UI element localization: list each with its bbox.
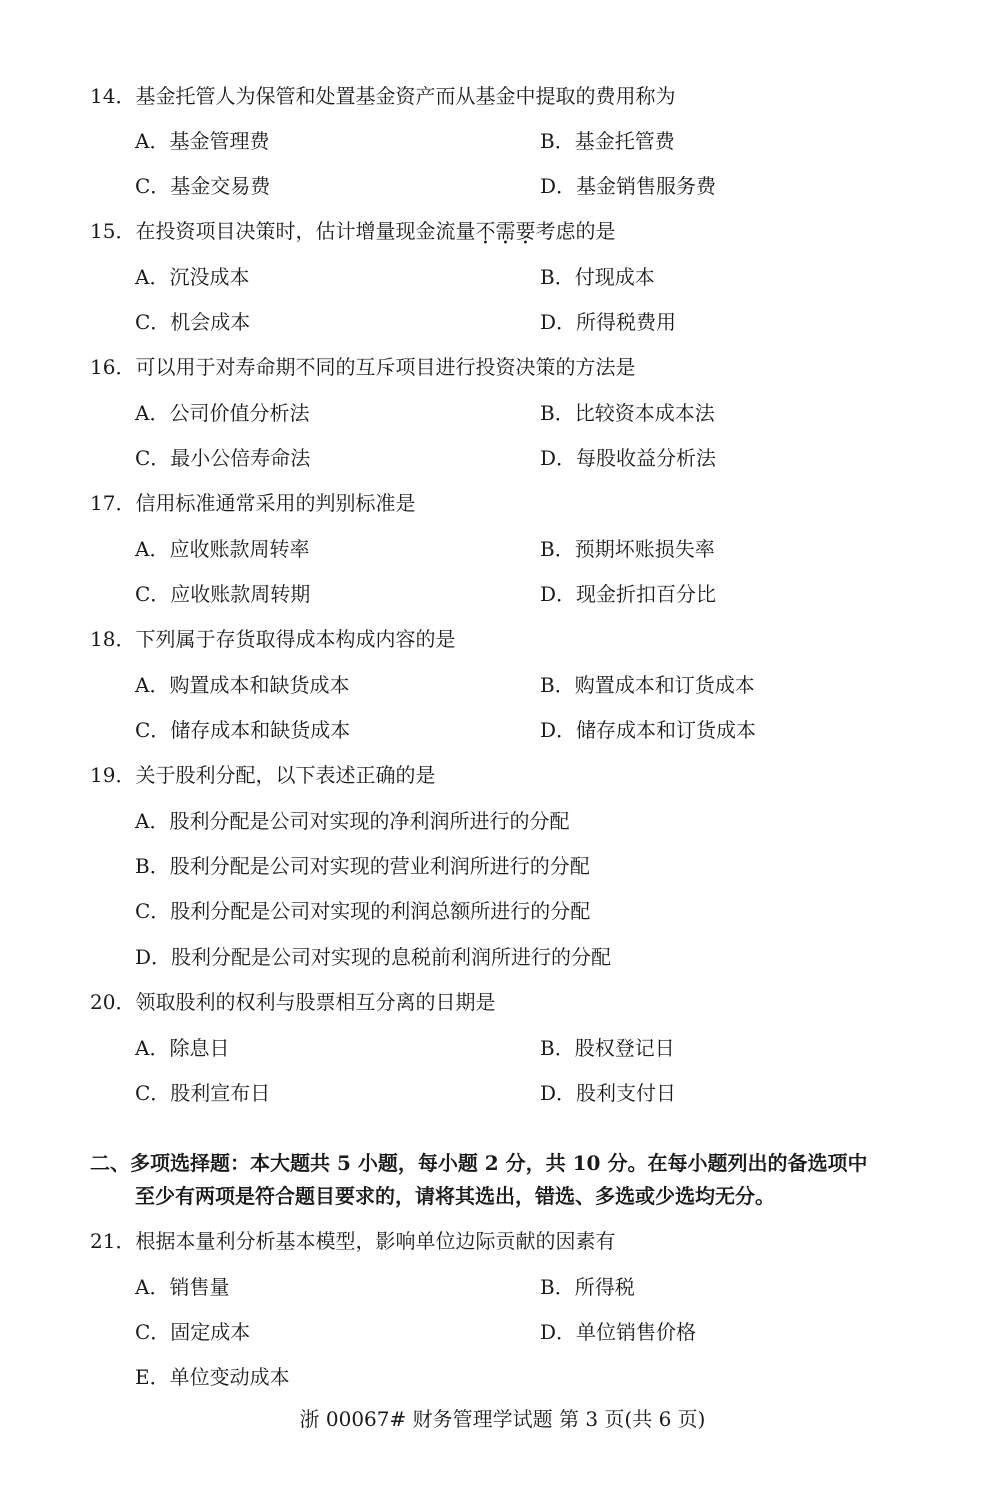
question-20-option-b: B．股权登记日 bbox=[540, 1036, 675, 1060]
question-20-option-d: D．股利支付日 bbox=[540, 1081, 677, 1105]
question-19-option-d: D．股利分配是公司对实现的息税前利润所进行的分配 bbox=[135, 945, 612, 969]
question-14-option-d: D．基金销售服务费 bbox=[540, 174, 717, 198]
question-21-option-c: C．固定成本 bbox=[135, 1320, 251, 1344]
question-15-option-c: C．机会成本 bbox=[135, 310, 251, 334]
question-21-option-e: E．单位变动成本 bbox=[135, 1365, 290, 1389]
question-16-option-d: D．每股收益分析法 bbox=[540, 446, 717, 470]
emphasis-char: 要 bbox=[515, 219, 536, 243]
question-21-option-d: D．单位销售价格 bbox=[540, 1320, 697, 1344]
question-16-option-b: B．比较资本成本法 bbox=[540, 401, 715, 425]
question-14-option-b: B．基金托管费 bbox=[540, 129, 675, 153]
section-2-heading: 二、多项选择题：本大题共 5 小题，每小题 2 分，共 10 分。在每小题列出的备选项中 bbox=[90, 1151, 868, 1175]
question-18-option-d: D．储存成本和订货成本 bbox=[540, 718, 757, 742]
question-15-stem bbox=[90, 218, 615, 244]
question-21-stem: 21．根据本量利分析基本模型，影响单位边际贡献的因素有 bbox=[90, 1229, 616, 1253]
question-14-stem: 14．基金托管人为保管和处置基金资产而从基金中提取的费用称为 bbox=[90, 84, 676, 108]
question-20-option-c: C．股利宣布日 bbox=[135, 1081, 271, 1105]
question-18-stem: 18．下列属于存货取得成本构成内容的是 bbox=[90, 627, 456, 651]
question-16-stem: 16．可以用于对寿命期不同的互斥项目进行投资决策的方法是 bbox=[90, 355, 636, 379]
question-17-stem: 17．信用标准通常采用的判别标准是 bbox=[90, 491, 416, 515]
question-16-option-c: C．最小公倍寿命法 bbox=[135, 446, 311, 470]
question-16-option-a: A．公司价值分析法 bbox=[135, 401, 310, 425]
question-18-option-b: B．购置成本和订货成本 bbox=[540, 673, 755, 697]
question-17-option-c: C．应收账款周转期 bbox=[135, 582, 311, 606]
question-17-option-a: A．应收账款周转率 bbox=[135, 537, 310, 561]
question-17-option-d: D．现金折扣百分比 bbox=[540, 582, 717, 606]
emphasis-char: 不 bbox=[475, 219, 496, 243]
question-18-option-a: A．购置成本和缺货成本 bbox=[135, 673, 350, 697]
section-2-instructions: 至少有两项是符合题目要求的，请将其选出，错选、多选或少选均无分。 bbox=[135, 1184, 775, 1208]
question-15-stem-after: 考虑的是 bbox=[535, 219, 616, 243]
question-14-option-a: A．基金管理费 bbox=[135, 129, 270, 153]
question-14-option-c: C．基金交易费 bbox=[135, 174, 271, 198]
question-17-option-b: B．预期坏账损失率 bbox=[540, 537, 715, 561]
question-15-option-b: B．付现成本 bbox=[540, 265, 655, 289]
question-15-option-d: D．所得税费用 bbox=[540, 310, 677, 334]
question-15-stem-before: 15．在投资项目决策时，估计增量现金流量 bbox=[90, 219, 476, 243]
question-19-stem: 19．关于股利分配，以下表述正确的是 bbox=[90, 763, 436, 787]
question-19-option-a: A．股利分配是公司对实现的净利润所进行的分配 bbox=[135, 809, 570, 833]
page-footer: 浙 00067# 财务管理学试题 第 3 页(共 6 页) bbox=[299, 1407, 706, 1431]
question-20-stem: 20．领取股利的权利与股票相互分离的日期是 bbox=[90, 990, 496, 1014]
question-21-option-a: A．销售量 bbox=[135, 1275, 230, 1299]
question-20-option-a: A．除息日 bbox=[135, 1036, 230, 1060]
question-18-option-c: C．储存成本和缺货成本 bbox=[135, 718, 351, 742]
question-19-option-c: C．股利分配是公司对实现的利润总额所进行的分配 bbox=[135, 899, 591, 923]
emphasis-char: 需 bbox=[495, 219, 516, 243]
question-15-option-a: A．沉没成本 bbox=[135, 265, 250, 289]
question-19-option-b: B．股利分配是公司对实现的营业利润所进行的分配 bbox=[135, 854, 590, 878]
question-21-option-b: B．所得税 bbox=[540, 1275, 635, 1299]
